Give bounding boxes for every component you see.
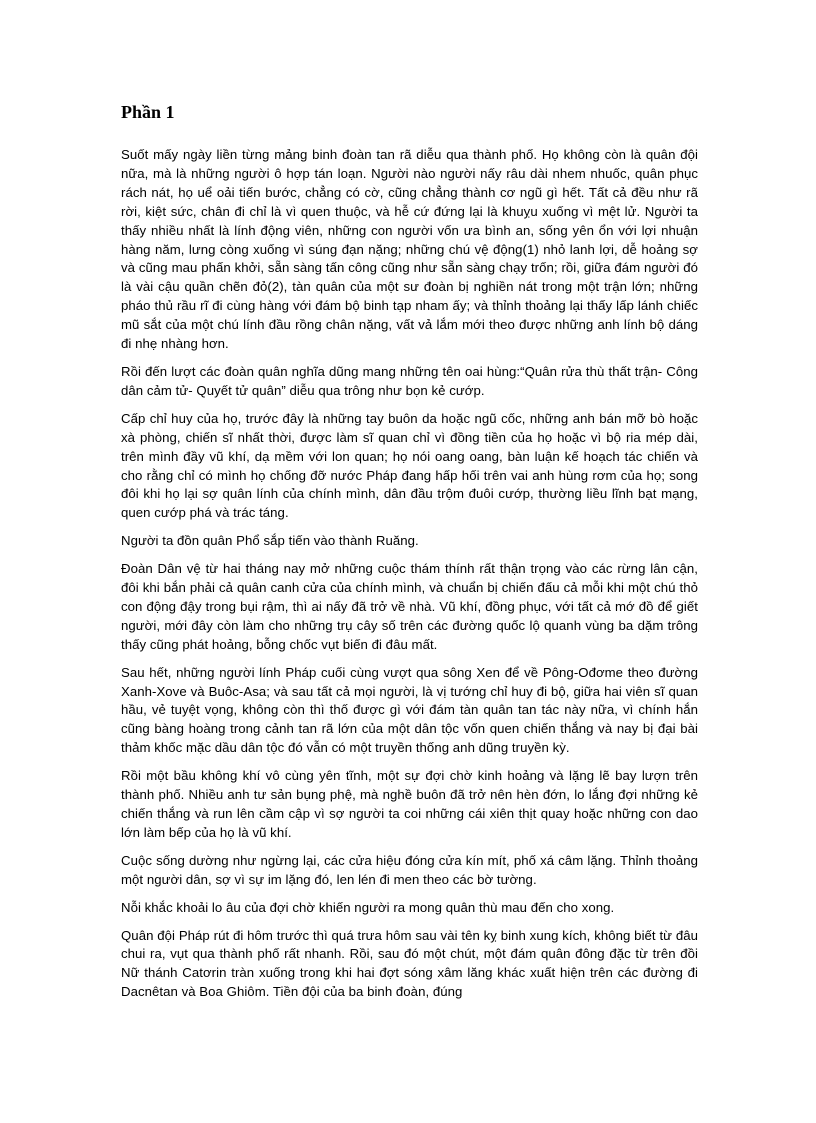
paragraph: Suốt mấy ngày liền từng mảng binh đoàn tan rã diễu qua thành phố. Họ không còn là quân đội nữa, mà là những người ô hợp tán loạn. Người nào người nấy râu dài nhem nhuốc, quân phục rách nát, họ uể oải tiến bước, chẳng có cờ, cũng chẳng thành cơ ngũ gì hết. Tất cả đều như rã rời, kiệt sức, chân đi chỉ là vì quen thuộc, và hễ cứ đứng lại là khuỵu xuống vì mệt lử. Người ta thấy nhiều nhất là lính động viên, những con người vốn ưa bình an, sống yên ổn với lợi nhuận hàng năm, lưng còng xuống vì súng đạn nặng; những chú vệ động(1) nhỏ lanh lợi, dễ hoảng sợ và cũng mau phấn khởi, sẵn sàng tấn công cũng như sẵn sàng chạy trốn; rồi, giữa đám người đó là vài cậu quần chẽn đỏ(2), tàn quân của một sư đoàn bị nghiền nát trong một trận lớn; những pháo thủ rầu rĩ đi cùng hàng với đám bộ binh tạp nham ấy; và thỉnh thoảng lại thấy lấp lánh chiếc mũ sắt của một chú lính đầu rồng chân nặng, vất vả lắm mới theo được những anh lính bộ dáng đi nhẹ nhàng hơn. [121,147,698,352]
paragraph: Quân đội Pháp rút đi hôm trước thì quá trưa hôm sau vài tên kỵ binh xung kích, không biết từ đâu chui ra, vụt qua thành phố rất nhanh. Rồi, sau đó một chút, một đám quân đông đặc từ trên đồi Nữ thánh Catơrin tràn xuống trong khi hai đợt sóng xâm lăng khác xuất hiện trên các đường đi Dacnêtan và Boa Ghiôm. Tiền đội của ba binh đoàn, đúng [121,927,698,1000]
paragraph: Đoàn Dân vệ từ hai tháng nay mở những cuộc thám thính rất thận trọng vào các rừng lân cận, đôi khi bắn phải cả quân canh cửa của chính mình, và chuẩn bị chiến đấu cả mỗi khi một chú thỏ con động đậy trong bụi rậm, thì ai nấy đã trở về nhà. Vũ khí, đồng phục, với tất cả mớ đồ để giết người, mới đây còn làm cho những trụ cây số trên các đường quốc lộ quanh vùng ba dặm trông thấy cũng phát hoảng, bỗng chốc vụt biến đi đâu mất. [121,561,698,652]
paragraph: Cấp chỉ huy của họ, trước đây là những tay buôn da hoặc ngũ cốc, những anh bán mỡ bò hoặc xà phòng, chiến sĩ nhất thời, được làm sĩ quan chỉ vì đồng tiền của họ hoặc vì bộ ria mép dài, trên mình đầy vũ khí, dạ mềm với lon quan; họ nói oang oang, bàn luận kế hoạch tác chiến và cho rằng chỉ có mình họ chống đỡ nước Pháp đang hấp hối trên vai anh hùng rơm của họ; song đôi khi họ lại sợ quân lính của chính mình, dân đầu trộm đuôi cướp, thường liều lĩnh bạt mạng, quen cướp phá và trác táng. [121,410,698,521]
chapter-body [121,146,698,1011]
paragraph: Rồi đến lượt các đoàn quân nghĩa dũng mang những tên oai hùng:“Quân rửa thù thất trận- Công dân cảm tử- Quyết tử quân” diễu qua trông như bọn kẻ cướp. [121,363,698,398]
paragraph: Sau hết, những người lính Pháp cuối cùng vượt qua sông Xen để về Pông-Ođơme theo đường Xanh-Xove và Buôc-Asa; và sau tất cả mọi người, là vị tướng chỉ huy đi bộ, giữa hai viên sĩ quan hầu, vẻ tuyệt vọng, không còn thì thố được gì với đám tàn quân tan tác này nữa, vì chính hắn cũng bàng hoàng trong cảnh tan rã lớn của một dân tộc vốn quen chiến thắng và nay bị đại bài thảm khốc mặc dầu dân tộc đó vẫn có một truyền thống anh dũng truyền kỳ. [121,664,698,756]
paragraph: Người ta đồn quân Phổ sắp tiến vào thành Ruăng. [121,533,419,549]
paragraph: Nỗi khắc khoải lo âu của đợi chờ khiến người ra mong quân thù mau đến cho xong. [121,899,615,915]
chapter-heading: Phần 1 [121,102,175,122]
paragraph: Rồi một bầu không khí vô cùng yên tĩnh, một sự đợi chờ kinh hoảng và lặng lẽ bay lượn trên thành phố. Nhiều anh tư sản bụng phệ, mà nghề buôn đã trở nên hèn đớn, lo lắng đợi những kẻ chiến thắng và run lên cầm cập vì sợ người ta coi những cái xiên thịt quay hoặc những con dao lớn làm bếp của họ là vũ khí. [121,768,698,840]
paragraph: Cuộc sống dường như ngừng lại, các cửa hiệu đóng cửa kín mít, phố xá câm lặng. Thỉnh thoảng một người dân, sợ vì sự im lặng đó, len lén đi men theo các bờ tường. [121,852,698,887]
